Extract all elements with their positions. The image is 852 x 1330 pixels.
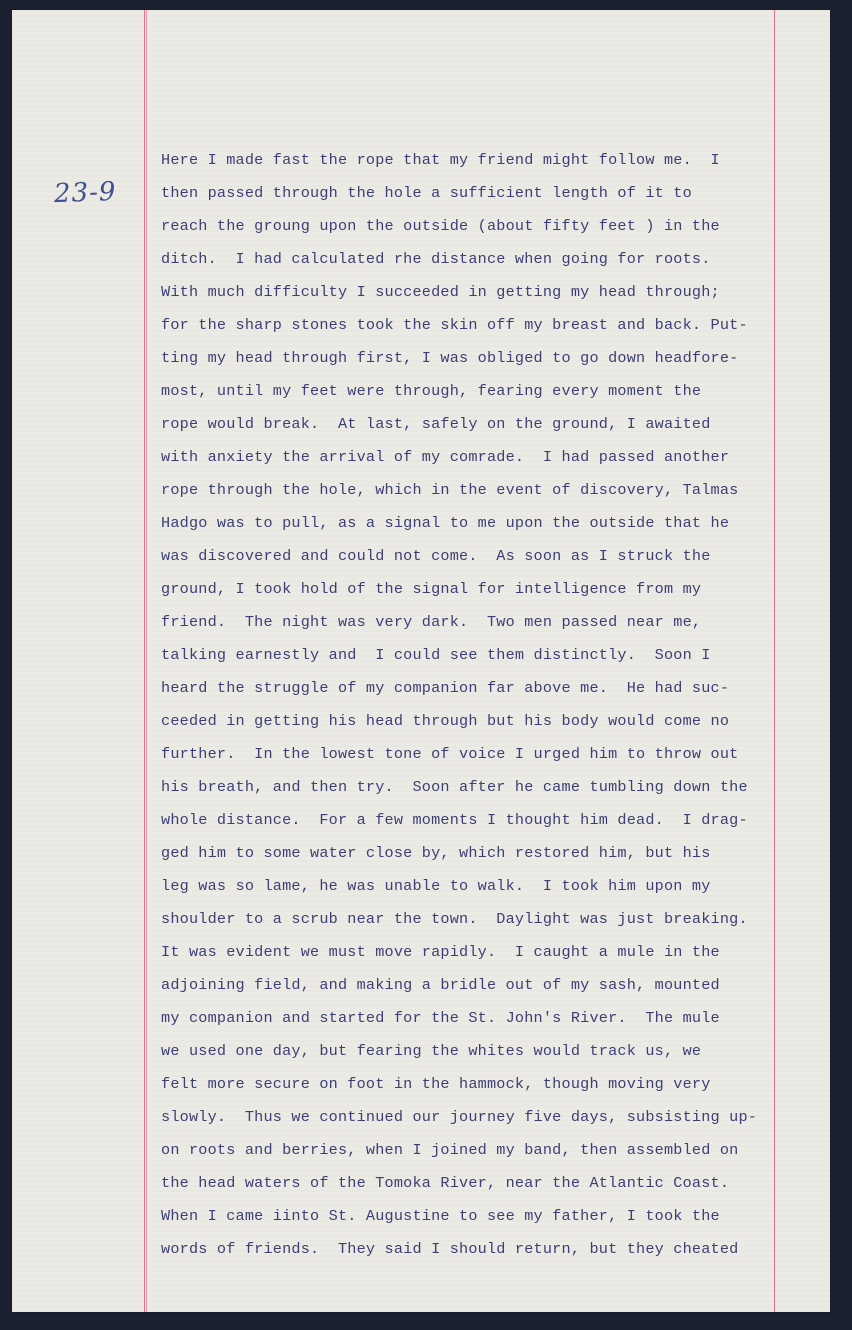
text-line: words of friends. They said I should return, but they cheated	[161, 1240, 739, 1258]
typewritten-page	[12, 10, 830, 1312]
text-line: with anxiety the arrival of my comrade. I had passed another	[161, 448, 730, 466]
right-margin-rule	[774, 10, 775, 1312]
text-line: shoulder to a scrub near the town. Daylight was just breaking.	[161, 910, 748, 928]
text-line: leg was so lame, he was unable to walk. I took him upon my	[161, 877, 711, 895]
text-line: his breath, and then try. Soon after he came tumbling down the	[161, 778, 748, 796]
text-line: slowly. Thus we continued our journey five days, subsisting up-	[161, 1108, 758, 1126]
text-line: for the sharp stones took the skin off my breast and back. Put-	[161, 316, 748, 334]
text-line: friend. The night was very dark. Two men passed near me,	[161, 613, 702, 631]
text-line: adjoining field, and making a bridle out of my sash, mounted	[161, 976, 720, 994]
text-line: With much difficulty I succeeded in getting my head through;	[161, 283, 720, 301]
text-line: was discovered and could not come. As soon as I struck the	[161, 547, 711, 565]
text-line: then passed through the hole a sufficient length of it to	[161, 184, 692, 202]
text-line: Hadgo was to pull, as a signal to me upon the outside that he	[161, 514, 730, 532]
typed-text-body	[161, 144, 757, 1266]
text-line: further. In the lowest tone of voice I urged him to throw out	[161, 745, 739, 763]
text-line: ting my head through first, I was obliged to go down headfore-	[161, 349, 739, 367]
text-line: rope would break. At last, safely on the ground, I awaited	[161, 415, 711, 433]
handwritten-folio-number: 23-9	[53, 176, 117, 210]
text-line: talking earnestly and I could see them distinctly. Soon I	[161, 646, 711, 664]
text-line: heard the struggle of my companion far above me. He had suc-	[161, 679, 730, 697]
text-line: felt more secure on foot in the hammock, though moving very	[161, 1075, 711, 1093]
text-line: When I came iinto St. Augustine to see my father, I took the	[161, 1207, 720, 1225]
text-line: ground, I took hold of the signal for intelligence from my	[161, 580, 702, 598]
left-margin-rule-secondary	[146, 10, 147, 1312]
text-line: It was evident we must move rapidly. I caught a mule in the	[161, 943, 720, 961]
text-line: rope through the hole, which in the event of discovery, Talmas	[161, 481, 739, 499]
left-margin-rule	[144, 10, 145, 1312]
text-line: the head waters of the Tomoka River, near the Atlantic Coast.	[161, 1174, 730, 1192]
text-line: on roots and berries, when I joined my band, then assembled on	[161, 1141, 739, 1159]
text-line: my companion and started for the St. John's River. The mule	[161, 1009, 720, 1027]
text-line: ged him to some water close by, which restored him, but his	[161, 844, 711, 862]
text-line: ditch. I had calculated rhe distance when going for roots.	[161, 250, 711, 268]
text-line: we used one day, but fearing the whites would track us, we	[161, 1042, 702, 1060]
text-line: most, until my feet were through, fearing every moment the	[161, 382, 702, 400]
text-line: Here I made fast the rope that my friend might follow me. I	[161, 151, 720, 169]
text-line: ceeded in getting his head through but his body would come no	[161, 712, 730, 730]
text-line: whole distance. For a few moments I thought him dead. I drag-	[161, 811, 748, 829]
text-line: reach the groung upon the outside (about fifty feet ) in the	[161, 217, 720, 235]
